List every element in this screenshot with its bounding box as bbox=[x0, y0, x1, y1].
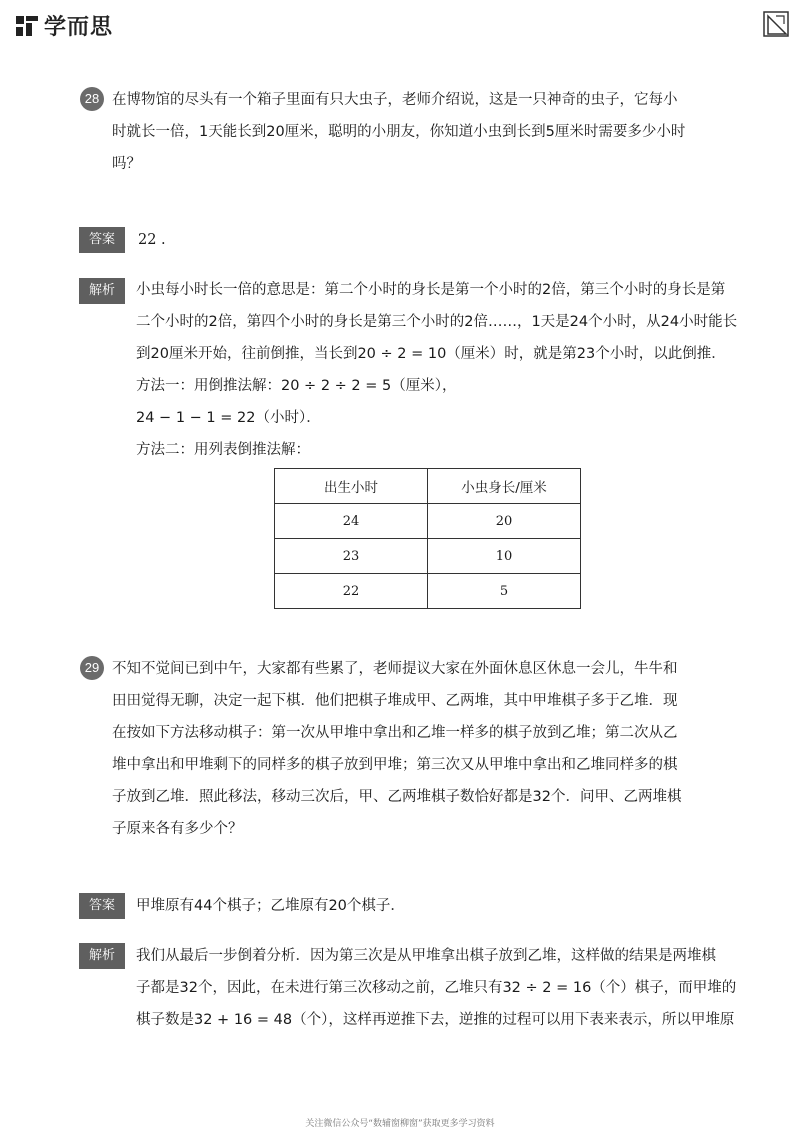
analysis-28-text bbox=[136, 274, 796, 466]
table-header-cell: 小虫身长/厘米 bbox=[428, 469, 581, 504]
table-cell: 20 bbox=[428, 504, 581, 539]
question-28-line: 吗？ bbox=[112, 156, 141, 172]
brand-name: 学而思 bbox=[44, 15, 114, 40]
analysis-29-text bbox=[136, 940, 796, 1036]
answer-label-28: 答案 bbox=[79, 227, 125, 253]
table-row bbox=[275, 574, 581, 609]
analysis-label-28: 解析 bbox=[79, 278, 125, 304]
table-header-cell: 出生小时 bbox=[275, 469, 428, 504]
table-cell: 22 bbox=[275, 574, 428, 609]
question-29-line: 子原来各有多少个？ bbox=[112, 821, 243, 837]
page-footer: 关注微信公众号“数辅窗柳窗”获取更多学习资料 bbox=[305, 1119, 495, 1129]
table-header-row bbox=[275, 469, 581, 504]
reverse-table bbox=[274, 468, 581, 609]
question-28-line: 时就长一倍，1天能长到20厘米，聪明的小朋友，你知道小虫到长到5厘米时需要多少小时 bbox=[112, 124, 686, 140]
table-cell: 24 bbox=[275, 504, 428, 539]
corner-badge-icon bbox=[762, 10, 792, 38]
question-28-text bbox=[112, 84, 792, 180]
table-cell: 10 bbox=[428, 539, 581, 574]
analysis-28-line: 方法一：用倒推法解：20 ÷ 2 ÷ 2 = 5（厘米）， bbox=[136, 378, 457, 394]
analysis-29-line: 子都是32个，因此，在未进行第三次移动之前，乙堆只有32 ÷ 2 = 16（个）棋子，而甲堆的 bbox=[136, 980, 737, 996]
analysis-28-line: 24 − 1 − 1 = 22（小时）． bbox=[136, 410, 321, 426]
brand-logo bbox=[14, 10, 113, 41]
question-29-line: 不知不觉间已到中午，大家都有些累了，老师提议大家在外面休息区休息一会儿，牛牛和 bbox=[112, 661, 678, 677]
question-28-line: 在博物馆的尽头有一个箱子里面有只大虫子，老师介绍说，这是一只神奇的虫子，它每小 bbox=[112, 92, 678, 108]
table-row bbox=[275, 504, 581, 539]
answer-label-29: 答案 bbox=[79, 893, 125, 919]
question-number-28: 28 bbox=[80, 87, 104, 111]
answer-29: 甲堆原有44个棋子；乙堆原有20个棋子． bbox=[136, 898, 405, 914]
question-29-line: 在按如下方法移动棋子：第一次从甲堆中拿出和乙堆一样多的棋子放到乙堆；第二次从乙 bbox=[112, 725, 678, 741]
answer-28: 22 . bbox=[138, 232, 166, 248]
analysis-28-line: 小虫每小时长一倍的意思是：第二个小时的身长是第一个小时的2倍，第三个小时的身长是第 bbox=[136, 282, 726, 298]
table-cell: 23 bbox=[275, 539, 428, 574]
analysis-28-line: 二个小时的2倍，第四个小时的身长是第三个小时的2倍……，1天是24个小时，从24小时能长 bbox=[136, 314, 738, 330]
table-row bbox=[275, 539, 581, 574]
question-29-line: 子放到乙堆．照此移法，移动三次后，甲、乙两堆棋子数恰好都是32个．问甲、乙两堆棋 bbox=[112, 789, 682, 805]
analysis-28-line: 方法二：用列表倒推法解： bbox=[136, 442, 310, 458]
question-number-29: 29 bbox=[80, 656, 104, 680]
question-29-line: 堆中拿出和甲堆剩下的同样多的棋子放到甲堆；第三次又从甲堆中拿出和乙堆同样多的棋 bbox=[112, 757, 678, 773]
analysis-28-line: 到20厘米开始，往前倒推，当长到20 ÷ 2 = 10（厘米）时，就是第23个小时，以此倒推． bbox=[136, 346, 726, 362]
brand-mark-icon bbox=[14, 13, 40, 39]
question-29-text bbox=[112, 653, 792, 845]
analysis-29-line: 棋子数是32 + 16 = 48（个），这样再逆推下去，逆推的过程可以用下表来表示，所以甲堆原 bbox=[136, 1012, 735, 1028]
table-cell: 5 bbox=[428, 574, 581, 609]
analysis-label-29: 解析 bbox=[79, 943, 125, 969]
question-29-line: 田田觉得无聊，决定一起下棋．他们把棋子堆成甲、乙两堆，其中甲堆棋子多于乙堆．现 bbox=[112, 693, 678, 709]
analysis-29-line: 我们从最后一步倒着分析．因为第三次是从甲堆拿出棋子放到乙堆，这样做的结果是两堆棋 bbox=[136, 948, 716, 964]
